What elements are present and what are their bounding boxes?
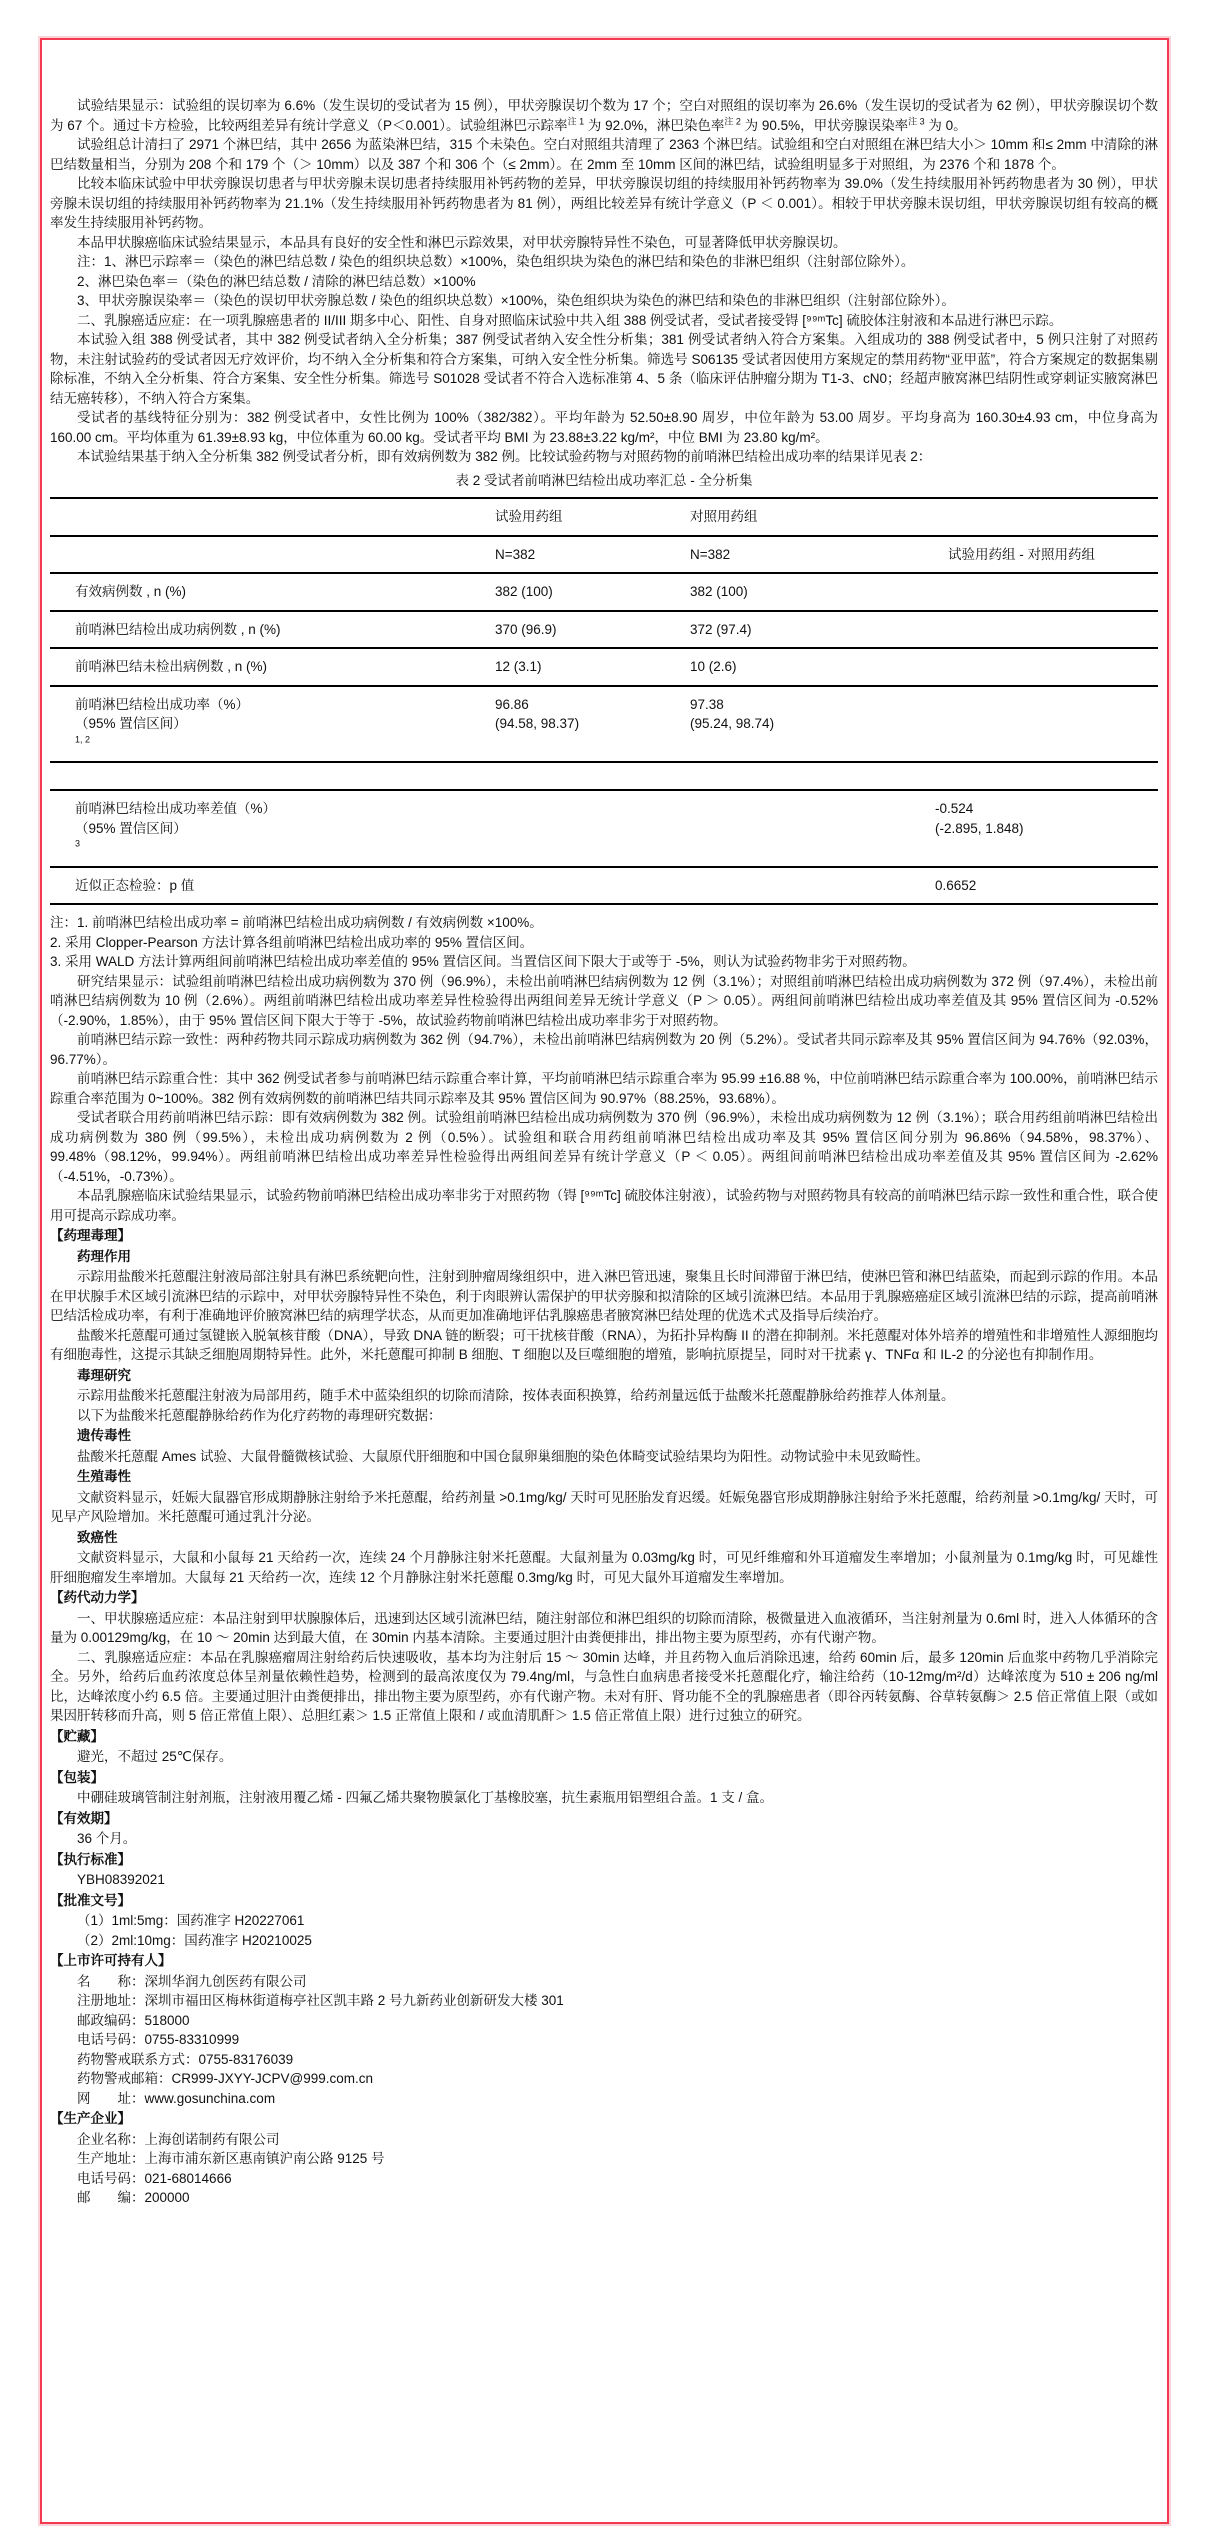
holder-name: 名 称：深圳华润九创医药有限公司 xyxy=(77,1973,307,1989)
note-staining-rate: 2、淋巴染色率＝（染色的淋巴结总数 / 清除的淋巴结总数）×100% xyxy=(77,273,476,289)
col-header-control-group: 对照用药组 xyxy=(690,509,758,524)
n-control: N=382 xyxy=(690,546,731,562)
approval-item-1: （1）1ml:5mg：国药准字 H20227061 xyxy=(77,1913,305,1928)
para-calcium-supplement: 比较本临床试验中甲状旁腺误切患者与甲状旁腺未误切患者持续服用补钙药物的差异，甲状旁腺误切组的持续服用补钙药物率为 39.0%（发生持续服用补钙药物患者为 30 例），甲状旁腺未误切组的持续服用补钙药物率为 21.1%（发生持续服用补钙药物患者为 81 例），两组比较差异有统计学意义（P ＜ 0.001）。相较于甲状旁腺未误切组，甲状旁腺误切组有较高的概率发生持续服用补钙药物。 xyxy=(50,176,1158,230)
section-header-storage: 【贮藏】 xyxy=(50,1728,104,1744)
section-header-license-holder: 【上市许可持有人】 xyxy=(50,1953,172,1968)
table-footnote-ref-12: 1, 2 xyxy=(75,734,91,744)
footnote-ref-3: 注 3 xyxy=(908,116,925,126)
para-breast-indication: 二、乳腺癌适应症：在一项乳腺癌患者的 II/III 期多中心、阳性、自身对照临床试验中共入组 388 例受试者，受试者接受锝 [⁹⁹ᵐTc] 硫胶体注射液和本品进行淋巴示踪。 xyxy=(77,312,1063,328)
table-2-difference xyxy=(50,789,1158,905)
section-header-approval-number: 【批准文号】 xyxy=(50,1892,131,1908)
para-pk-breast: 二、乳腺癌适应症：本品在乳腺癌瘤周注射给药后快速吸收，基本均为注射后 15 ～ 30min 达峰，并且药物入血后消除迅速，给药 60min 后，最多 120min 后血浆中药物几乎消除完全。另外，给药后血药浓度总体呈剂量依赖性趋势，检测到的最高浓度仅为 79.4ng/ml，与急性白血病患者接受米托蒽醌化疗，输注给药（10-12mg/m²/d）达峰浓度为 510 ± 206 ng/ml 比，达峰浓度小约 6.5 倍。主要通过胆汁由粪便排出，排出物主要为原型药，亦有代谢产物。未对有肝、肾功能不全的乳腺癌患者（即谷丙转氨酶、谷草转氨酶＞ 2.5 倍正常值上限（或如果因肝转移而升高，则 5 倍正常值上限）、总胆红素＞ 1.5 正常值上限和 / 或血清肌酐＞ 1.5 倍正常值上限）进行过独立的研究。 xyxy=(50,1649,1158,1723)
table-footnote-ref-3: 3 xyxy=(75,838,81,849)
para-tracer-consistency: 前哨淋巴结示踪一致性：两种药物共同示踪成功病例数为 362 例（94.7%），未检出前哨淋巴结病例数为 20 例（5.2%）。受试者共同示踪率及其 95% 置信区间为 94.76%（92.03%，96.77%）。 xyxy=(50,1032,1158,1067)
table-row-rate-difference: 前哨淋巴结检出成功率差值（%） （95% 置信区间） $^3$ -0.524 (-2.895, 1.848) xyxy=(75,801,1024,849)
holder-phone: 电话号码：0755-83310999 xyxy=(77,2032,240,2047)
section-header-manufacturer: 【生产企业】 xyxy=(50,2111,131,2126)
packaging-text: 中硼硅玻璃管制注射剂瓶，注射液用覆乙烯 - 四氟乙烯共聚物膜氯化丁基橡胶塞，抗生素瓶用铝塑组合盖。1 支 / 盒。 xyxy=(77,1790,774,1805)
section-header-packaging: 【包装】 xyxy=(50,1769,104,1785)
table-row-success-rate: 前哨淋巴结检出成功率（%） （95% 置信区间） $^{1, 2}$ 96.86 (94.58, 98.37) 97.38 (95.24, 98.74) xyxy=(50,685,1158,762)
manufacturer-zip: 邮 编：200000 xyxy=(77,2190,190,2205)
table-row: 前哨淋巴结未检出病例数 , n (%) 12 (3.1) 10 (2.6) xyxy=(50,647,1158,685)
manufacturer-name: 企业名称：上海创诺制药有限公司 xyxy=(77,2131,280,2147)
para-carcinogenicity: 文献资料显示，大鼠和小鼠每 21 天给药一次，连续 24 个月静脉注射米托蒽醌。大鼠剂量为 0.03mg/kg 时，可见纤维瘤和外耳道瘤发生率增加；小鼠剂量为 0.1mg/kg 时，可见雄性肝细胞瘤发生率增加。大鼠每 21 天给药一次，连续 12 个月静脉注射米托蒽醌 0.3mg/kg 时，可见大鼠外耳道瘤发生率增加。 xyxy=(50,1550,1158,1585)
section-header-pharmacokinetics: 【药代动力学】 xyxy=(50,1590,145,1605)
n-test: N=382 xyxy=(495,546,536,562)
table-footnote-3: 3. 采用 WALD 方法计算两组间前哨淋巴结检出成功率差值的 95% 置信区间。当置信区间下限大于或等于 -5%，则认为试验药物非劣于对照药物。 xyxy=(50,954,916,969)
holder-pharmacovigilance-contact: 药物警戒联系方式：0755-83176039 xyxy=(77,2051,294,2067)
table-2-main xyxy=(50,497,1158,763)
para-breast-baseline: 受试者的基线特征分别为：382 例受试者中，女性比例为 100%（382/382）。平均年龄为 52.50±8.90 周岁，中位年龄为 53.00 周岁。平均身高为 160.30±4.93 cm，中位身高为 160.00 cm。平均体重为 61.39±8.93 kg，中位体重为 60.00 kg。受试者平均 BMI 为 23.88±3.22 kg/m²，中位 BMI 为 23.80 kg/m²。 xyxy=(50,410,1158,445)
table-2-sentinel-node-detection xyxy=(50,471,1158,906)
table-header-groups xyxy=(50,499,1158,535)
para-tracer-overlap: 前哨淋巴结示踪重合性：其中 362 例受试者参与前哨淋巴结示踪重合率计算，平均前哨淋巴结示踪重合率为 95.99 ±16.88 %，中位前哨淋巴结示踪重合率为 100.00%，前哨淋巴结示踪重合率范围为 0~100%。382 例有效病例数的前哨淋巴结共同示踪率及其 95% 置信区间为 90.97%（88.25%，93.68%）。 xyxy=(50,1071,1158,1106)
manufacturer-address: 生产地址：上海市浦东新区惠南镇沪南公路 9125 号 xyxy=(77,2151,385,2166)
subheader-carcinogenicity: 致癌性 xyxy=(77,1529,118,1545)
standard-code: YBH08392021 xyxy=(77,1872,165,1887)
note-misstain-rate: 3、甲状旁腺误染率＝（染色的误切甲状旁腺总数 / 染色的组织块总数）×100%，染色组织块为染色的淋巴结和染色的非淋巴组织（注射部位除外）。 xyxy=(77,293,955,308)
para-lymph-node-counts: 试验组总计清扫了 2971 个淋巴结，其中 2656 为蓝染淋巴结，315 个未染色。空白对照组共清理了 2363 个淋巴结。试验组和空白对照组在淋巴结大小＞ 10mm 和≤ 2mm 中清除的淋巴结数量相当，分别为 208 个和 179 个（＞ 10mm）以及 387 个和 306 个（≤ 2mm）。在 2mm 至 10mm 区间的淋巴结，试验组明显多于对照组，为 2376 个和 1878 个。 xyxy=(50,137,1158,172)
section-header-pharmacology: 【药理毒理】 xyxy=(50,1228,131,1243)
table-block-gap xyxy=(50,763,1158,789)
approval-item-2: （2）2ml:10mg：国药准字 H20210025 xyxy=(77,1932,312,1948)
para-table-intro: 本试验结果基于纳入全分析集 382 例受试者分析，即有效病例数为 382 例。比较试验药物与对照药物的前哨淋巴结检出成功率的结果详见表 2： xyxy=(77,449,932,464)
section-header-standard: 【执行标准】 xyxy=(50,1851,131,1867)
subheader-genetic-toxicity: 遗传毒性 xyxy=(77,1428,131,1443)
para-pk-thyroid: 一、甲状腺癌适应症：本品注射到甲状腺腺体后，迅速到达区域引流淋巴结，随注射部位和淋巴组织的切除而清除，极微量进入血液循环，当注射剂量为 0.6ml 时，进入人体循环的含量为 0.00129mg/kg，在 10 ～ 20min 达到最大值，在 30min 内基本清除。主要通过胆汁由粪便排出，排出物主要为原型药，亦有代谢产物。 xyxy=(50,1610,1158,1645)
col-header-test-group: 试验用药组 xyxy=(495,509,563,524)
section-header-validity: 【有效期】 xyxy=(50,1810,118,1826)
validity-text: 36 个月。 xyxy=(77,1831,137,1846)
para-thyroid-conclusion: 本品甲状腺癌临床试验结果显示，本品具有良好的安全性和淋巴示踪效果，对甲状旁腺特异性不染色，可显著降低甲状旁腺误切。 xyxy=(77,234,847,250)
para-thyroid-trial-results: 试验结果显示：试验组的误切率为 6.6%（发生误切的受试者为 15 例），甲状旁腺误切个数为 17 个；空白对照组的误切率为 26.6%（发生误切的受试者为 62 例），甲状旁腺误切个数为 67 个。通过卡方检验，比较两组差异有统计学意义（P＜0.001）。试验组淋巴示踪率$^{注 1}$ 为 92.0%，淋巴染色率$^{注 2}$ 为 90.5%，甲状旁腺误染率$^{注 3}$ 为 0。 xyxy=(50,98,1158,133)
footnote-ref-2: 注 2 xyxy=(724,116,741,126)
table-row: 前哨淋巴结检出成功病例数 , n (%) 370 (96.9) 372 (97.4) xyxy=(50,610,1158,648)
holder-zip: 邮政编码：518000 xyxy=(77,2012,190,2028)
subheader-toxicology: 毒理研究 xyxy=(77,1367,131,1383)
para-toxicology-1: 示踪用盐酸米托蒽醌注射液为局部用药，随手术中蓝染组织的切除而清除，按体表面积换算，给药剂量远低于盐酸米托蒽醌静脉给药推荐人体剂量。 xyxy=(77,1388,955,1403)
document-body xyxy=(50,96,1158,2208)
holder-address: 注册地址：深圳市福田区梅林街道梅亭社区凯丰路 2 号九新药业创新研发大楼 301 xyxy=(77,1993,564,2008)
storage-text: 避光，不超过 25℃保存。 xyxy=(77,1749,233,1764)
table-header-n xyxy=(50,535,1158,573)
para-genetic-toxicity: 盐酸米托蒽醌 Ames 试验、大鼠骨髓微核试验、大鼠原代肝细胞和中国仓鼠卵巢细胞的染色体畸变试验结果均为阳性。动物试验中未见致畸性。 xyxy=(77,1448,930,1464)
table-row: 有效病例数 , n (%) 382 (100) 382 (100) xyxy=(50,572,1158,610)
table-caption: 表 2 受试者前哨淋巴结检出成功率汇总 - 全分析集 xyxy=(455,472,753,488)
note-tracer-rate: 注：1、淋巴示踪率＝（染色的淋巴结总数 / 染色的组织块总数）×100%，染色组织块为染色的淋巴结和染色的非淋巴组织（注射部位除外）。 xyxy=(77,254,915,269)
para-pharm-action-1: 示踪用盐酸米托蒽醌注射液局部注射具有淋巴系统靶向性，注射到肿瘤周缘组织中，进入淋巴管迅速，聚集且长时间滞留于淋巴结，使淋巴管和淋巴结蓝染，而起到示踪的作用。本品在甲状腺手术区域引流淋巴结的示踪中，对甲状旁腺特异性不染色，利于肉眼辨认需保护的甲状旁腺和拟清除的区域引流淋巴结。本品用于乳腺癌癌症区域引流淋巴结的示踪，提高前哨淋巴结活检成功率，有利于准确地评价腋窝淋巴结的病理学状态，从而更加准确地评估乳腺癌患者腋窝淋巴结处理的优选术式及指导后续治疗。 xyxy=(50,1269,1158,1323)
holder-pharmacovigilance-email: 药物警戒邮箱：CR999-JXYY-JCPV@999.com.cn xyxy=(77,2071,374,2086)
para-reproductive-toxicity: 文献资料显示，妊娠大鼠器官形成期静脉注射给予米托蒽醌，给药剂量 >0.1mg/kg/ 天时可见胚胎发育迟缓。妊娠兔器官形成期静脉注射给予米托蒽醌，给药剂量 >0.1mg/kg/ 天时，可见早产风险增加。米托蒽醌可通过乳汁分泌。 xyxy=(50,1489,1158,1524)
para-breast-enrollment: 本试验入组 388 例受试者，其中 382 例受试者纳入全分析集；387 例受试者纳入安全性分析集；381 例受试者纳入符合方案集。入组成功的 388 例受试者中，5 例只注射了对照药物，未注射试验药的受试者因无疗效评价，均不纳入全分析集和符合方案集，可纳入安全性分析集。筛选号 S06135 受试者因使用方案规定的禁用药物“亚甲蓝”，符合方案规定的数据集剔除标准，不纳入全分析集、符合方案集、安全性分析集。筛选号 S01028 受试者不符合入选标准第 4、5 条（临床评估肿瘤分期为 T1-3、cN0；经超声腋窝淋巴结阴性或穿刺证实腋窝淋巴结无癌转移），不纳入符合方案集。 xyxy=(50,332,1158,406)
subheader-pharmacologic-action: 药理作用 xyxy=(77,1248,131,1264)
subheader-reproductive-toxicity: 生殖毒性 xyxy=(77,1469,131,1484)
table-footnote-2: 2. 采用 Clopper-Pearson 方法计算各组前哨淋巴结检出成功率的 95% 置信区间。 xyxy=(50,934,534,950)
footnote-ref-1: 注 1 xyxy=(567,116,585,126)
holder-website: 网 址：www.gosunchina.com xyxy=(77,2090,276,2106)
para-breast-result: 研究结果显示：试验组前哨淋巴结检出成功病例数为 370 例（96.9%），未检出前哨淋巴结病例数为 12 例（3.1%）；对照组前哨淋巴结检出成功病例数为 372 例（97.4%），未检出前哨淋巴结病例数为 10 例（2.6%）。两组前哨淋巴结检出成功率差异性检验得出两组间差异无统计学意义（P ＞ 0.05）。两组间前哨淋巴结检出成功率差值及其 95% 置信区间为 -0.52%（-2.90%，1.85%），由于 95% 置信区间下限大于等于 -5%，故试验药物前哨淋巴结检出成功率非劣于对照药物。 xyxy=(50,973,1158,1028)
table-row-p-value: 近似正态检验：p 值 0.6652 xyxy=(50,866,1158,904)
manufacturer-phone: 电话号码：021-68014666 xyxy=(77,2170,232,2186)
col-header-difference: 试验用药组 - 对照用药组 xyxy=(948,546,1095,562)
para-pharm-action-2: 盐酸米托蒽醌可通过氢键嵌入脱氧核苷酸（DNA），导致 DNA 链的断裂；可干扰核苷酸（RNA），为拓扑异构酶 II 的潜在抑制剂。米托蒽醌对体外培养的增殖性和非增殖性人源细胞均有细胞毒性，这提示其缺乏细胞周期特异性。此外，米托蒽醌可抑制 B 细胞、T 细胞以及巨噬细胞的增殖，影响抗原提呈，同时对干扰素 γ、TNFα 和 IL-2 的分泌也有抑制作用。 xyxy=(50,1327,1158,1362)
para-toxicology-2: 以下为盐酸米托蒽醌静脉给药作为化疗药物的毒理研究数据： xyxy=(77,1407,442,1423)
table-footnote-1: 注：1. 前哨淋巴结检出成功率 = 前哨淋巴结检出成功病例数 / 有效病例数 ×100%。 xyxy=(50,915,543,930)
para-breast-conclusion: 本品乳腺癌临床试验结果显示，试验药物前哨淋巴结检出成功率非劣于对照药物（锝 [⁹⁹ᵐTc] 硫胶体注射液），试验药物与对照药物具有较高的前哨淋巴结示踪一致性和重合性，联合使用可提高示踪成功率。 xyxy=(50,1188,1158,1223)
para-combined-use: 受试者联合用药前哨淋巴结示踪：即有效病例数为 382 例。试验组前哨淋巴结检出成功病例数为 370 例（96.9%），未检出成功病例数为 12 例（3.1%）；联合用药组前哨淋巴结检出成功病例数为 380 例（99.5%），未检出成功病例数为 2 例（0.5%）。试验组和联合用药组前哨淋巴结检出成功率及其 95% 置信区间分别为 96.86%（94.58%，98.37%）、99.48%（98.12%，99.94%）。两组前哨淋巴结检出成功率差异性检验得出两组间差异有统计学意义（P ＜ 0.05）。两组间前哨淋巴结检出成功率差值及其 95% 置信区间为 -2.62%（-4.51%，-0.73%）。 xyxy=(50,1110,1158,1184)
